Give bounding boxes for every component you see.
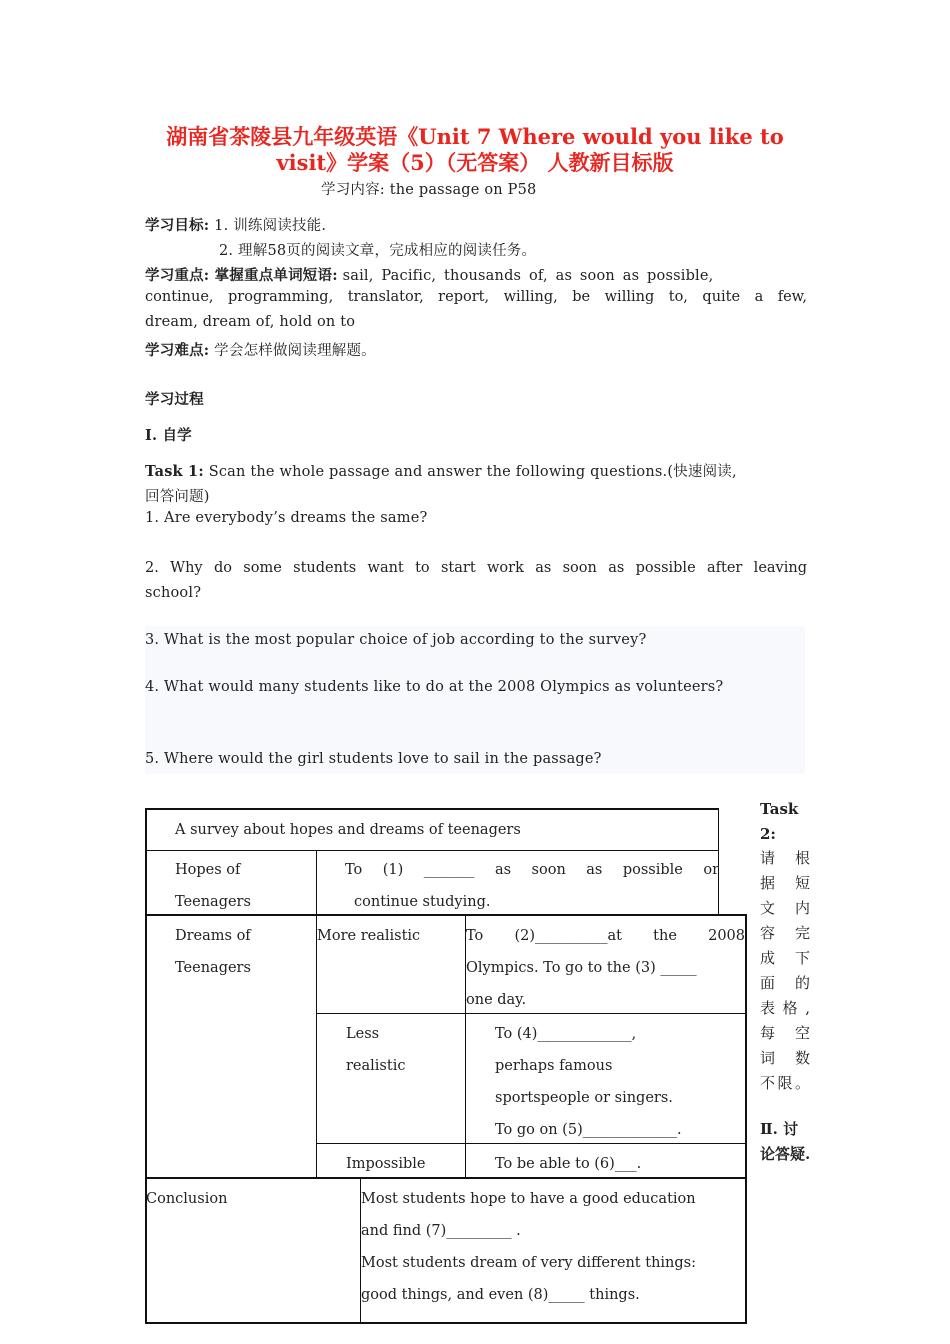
difficulty-line: [145, 339, 376, 360]
task2-line: 表格,: [760, 999, 810, 1017]
section2-heading: [760, 1117, 822, 1167]
table-header-divider: [145, 850, 719, 851]
key-points-line1: [145, 264, 807, 285]
question-5: 5. Where would the girl students love to sail in the passage?: [145, 751, 602, 767]
key-points-label: 学习重点: 掌握重点单词短语:: [145, 267, 338, 284]
table-less-divider: [316, 1143, 746, 1144]
more-text-2: Olympics. To go to the (3) _____: [466, 960, 697, 976]
hopes-text-1: To (1) _______ as soon as possible or: [345, 862, 719, 878]
task2-line: 请 根: [760, 849, 810, 867]
impossible-label: Impossible: [346, 1156, 426, 1172]
less-label-1: Less: [346, 1026, 380, 1042]
question-3: 3. What is the most popular choice of job according to the survey?: [145, 632, 647, 648]
goals-item1: 1. 训练阅读技能.: [214, 218, 327, 234]
conclusion-1: Most students hope to have a good education: [361, 1191, 696, 1207]
section2-heading-2: 论答疑.: [760, 1145, 811, 1163]
task2-line: 每 空: [760, 1024, 810, 1042]
task2-label-1: Task: [760, 800, 799, 818]
task2-line: 据 短: [760, 874, 810, 892]
document-title-line1: 湖南省茶陵县九年级英语《Unit 7 Where would you like to: [166, 124, 784, 149]
task2-line: 面 的: [760, 974, 810, 992]
difficulty-label: 学习难点:: [145, 342, 210, 359]
table-col2-divider: [465, 916, 466, 1178]
section2-heading-1: Ⅱ. 讨: [760, 1120, 799, 1138]
table-left-border: [145, 808, 147, 1324]
task2-line: 文 内: [760, 899, 810, 917]
conclusion-label: Conclusion: [146, 1191, 228, 1207]
impossible-text: To be able to (6)___.: [495, 1156, 642, 1172]
conclusion-2: and find (7)_________ .: [361, 1223, 521, 1239]
table-header: A survey about hopes and dreams of teenagers: [175, 822, 521, 838]
table-more-divider: [316, 1013, 746, 1014]
key-points-words: sail, Pacific, thousands of, as soon as possible,: [342, 268, 714, 284]
dreams-label-1: Dreams of: [175, 928, 251, 944]
task1-line: [145, 460, 737, 481]
key-points-line3: dream, dream of, hold on to: [145, 314, 356, 330]
document-title-line2: visit》学案（5）（无答案） 人教新目标版: [276, 150, 674, 175]
more-text-1: To (2)__________at the 2008: [466, 928, 745, 944]
learning-content: 学习内容: the passage on P58: [321, 182, 537, 198]
task1-text: Scan the whole passage and answer the following questions.(快速阅读,: [208, 464, 737, 480]
task2-line: 容 完: [760, 924, 810, 942]
task2-label-2: 2:: [760, 825, 776, 843]
section1-heading: Ⅰ. 自学: [145, 427, 192, 444]
more-realistic-label: More realistic: [317, 928, 421, 944]
dreams-label-2: Teenagers: [175, 960, 251, 976]
difficulty-text: 学会怎样做阅读理解题。: [214, 343, 376, 359]
question-2: 2. Why do some students want to start work as soon as possible after leaving: [145, 560, 807, 576]
task2-line: 成 下: [760, 949, 810, 967]
table-top-border: [145, 808, 719, 810]
table-col1-divider: [316, 850, 317, 1178]
goals-item2: 2. 理解58页的阅读文章，完成相应的阅读任务。: [219, 243, 537, 259]
key-points-line2: continue, programming, translator, report, willing, be willing to, quite a few,: [145, 289, 807, 305]
more-text-3: one day.: [466, 992, 527, 1008]
hopes-text-2: continue studying.: [354, 894, 491, 910]
question-2-cont: school?: [145, 585, 202, 601]
less-text-1: To (4)_____________,: [495, 1026, 637, 1042]
hopes-label-1: Hopes of: [175, 862, 241, 878]
process-heading: 学习过程: [145, 391, 204, 408]
conclusion-3: Most students dream of very different things:: [361, 1255, 696, 1271]
goals-line1: [145, 214, 326, 235]
task2-label: [760, 797, 810, 847]
table-right-border-lower: [745, 914, 747, 1324]
less-text-3: sportspeople or singers.: [495, 1090, 673, 1106]
question-4: 4. What would many students like to do at the 2008 Olympics as volunteers?: [145, 679, 724, 695]
hopes-label-2: Teenagers: [175, 894, 251, 910]
conclusion-4: good things, and even (8)_____ things.: [361, 1287, 640, 1303]
question-1: 1. Are everybody’s dreams the same?: [145, 510, 428, 526]
task1-text2: 回答问题): [145, 489, 210, 505]
less-label-2: realistic: [346, 1058, 406, 1074]
task2-line: 不限。: [760, 1074, 810, 1092]
table-dreams-divider: [145, 1177, 746, 1179]
goals-label: 学习目标:: [145, 217, 210, 234]
less-text-2: perhaps famous: [495, 1058, 613, 1074]
task2-instructions: [760, 846, 810, 1096]
table-hopes-divider: [145, 914, 746, 916]
task1-label: Task 1:: [145, 463, 204, 480]
table-bottom-border: [145, 1322, 746, 1324]
task2-line: 词 数: [760, 1049, 810, 1067]
less-text-4: To go on (5)_____________.: [495, 1122, 682, 1138]
